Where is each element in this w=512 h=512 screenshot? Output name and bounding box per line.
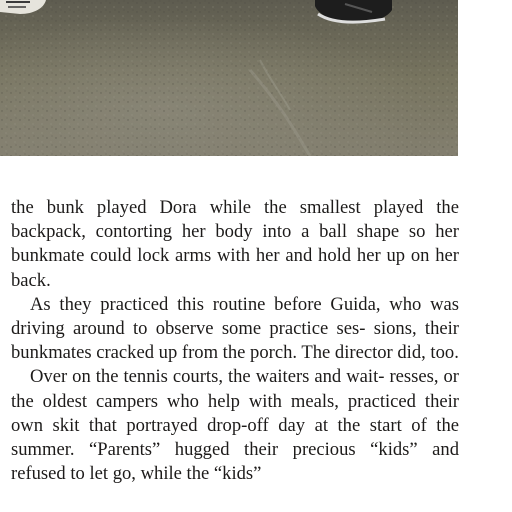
- text-line: As they practiced this routine before Guida, who: [30, 293, 422, 315]
- text-line: was driving around to observe some practice ses-: [11, 293, 459, 340]
- text-line: at the start of the summer. “Parents” hugged their: [11, 414, 459, 461]
- article-body: [11, 196, 459, 486]
- text-line: backpack, contorting her body into a ball shape so: [11, 221, 426, 243]
- text-line: her bunkmate could lock arms with her and hold her: [11, 221, 459, 267]
- shoe-right: [315, 0, 392, 23]
- text-line: resses, or the oldest campers who help with meals,: [11, 366, 459, 412]
- text-line: practiced their own skit that portrayed drop-off day: [11, 390, 459, 436]
- text-line: precious “kids” and refused to let go, while the “kids”: [11, 439, 459, 485]
- photo-image: [0, 0, 458, 156]
- paragraph-1: [11, 196, 459, 293]
- ground-photo: [0, 0, 458, 156]
- paragraph-2: [11, 293, 459, 366]
- text-line: the bunk played Dora while the smallest played the: [11, 197, 459, 218]
- text-line: Over on the tennis courts, the waiters and wait-: [30, 366, 385, 388]
- paragraph-3: [11, 365, 459, 486]
- text-line: The director did, too.: [301, 342, 459, 364]
- text-line: up on her back.: [11, 245, 460, 291]
- text-line: sions, their bunkmates cracked up from the porch.: [11, 318, 459, 364]
